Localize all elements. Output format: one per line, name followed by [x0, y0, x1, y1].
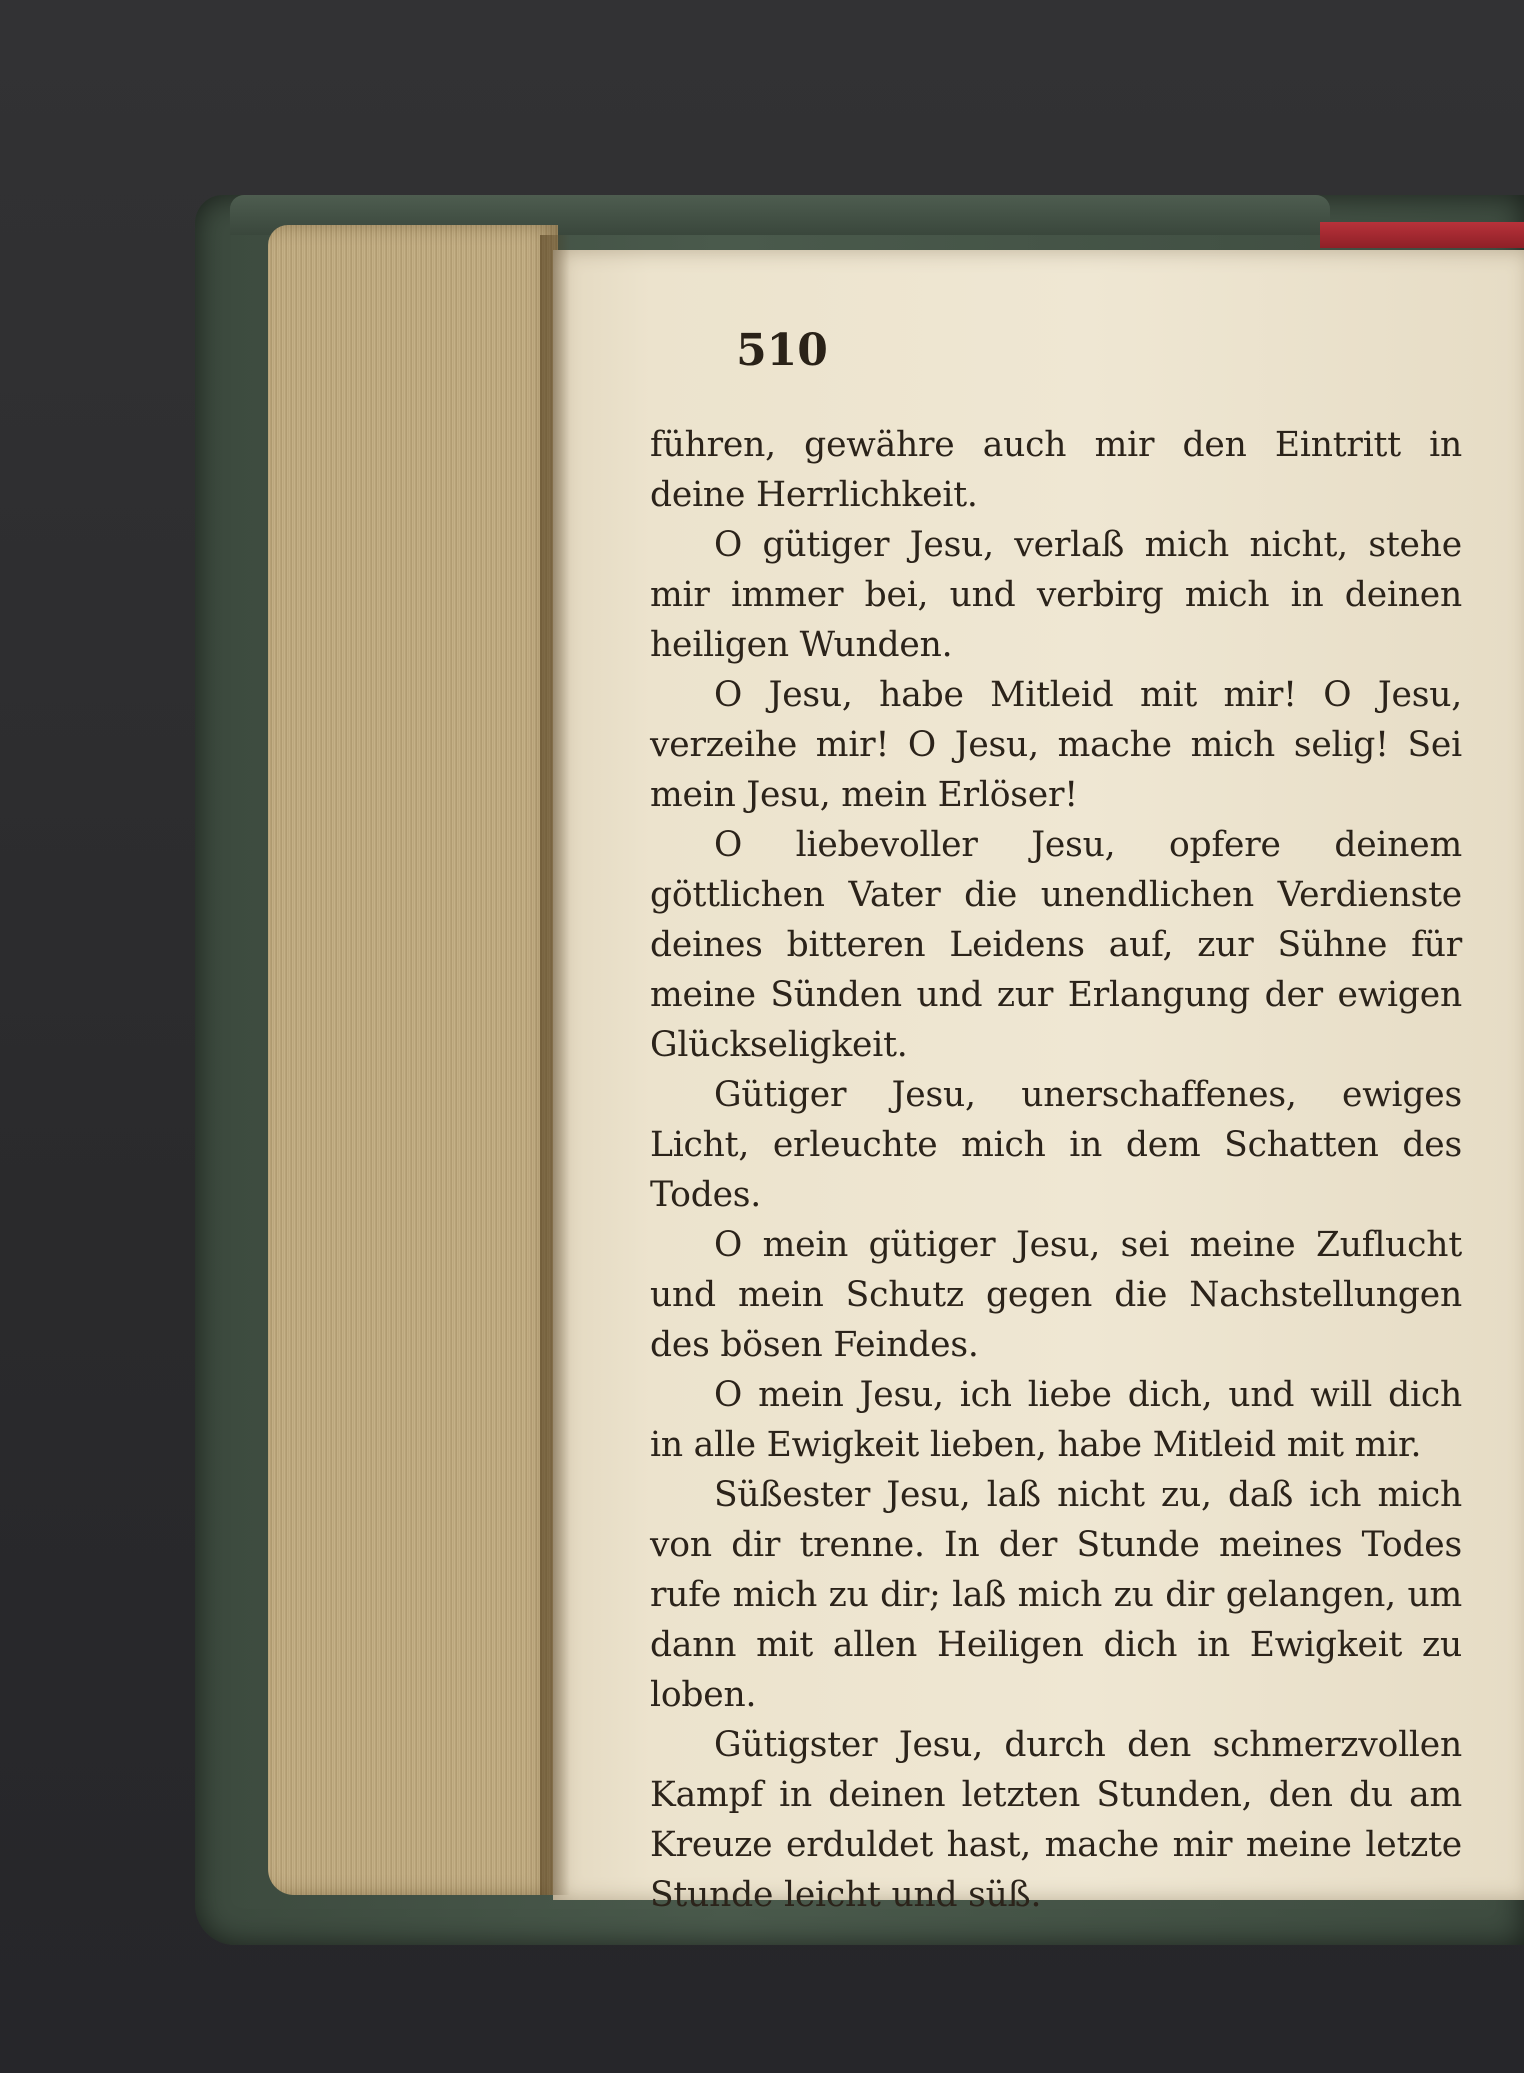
paragraph: Gütigster Jesu, durch den schmerzvollen Kampf in deinen letzten Stunden, den du am Kreuze erduldet hast, mache mir meine letzte Stunde leicht und süß.	[650, 1725, 1462, 1915]
paragraph: O mein gütiger Jesu, sei meine Zuflucht und mein Schutz gegen die Nachstellungen des bösen Feindes.	[650, 1225, 1462, 1365]
paragraph: Gütiger Jesu, unerschaffenes, ewiges Licht, erleuchte mich in dem Schatten des Todes.	[650, 1075, 1462, 1215]
paragraph: Süßester Jesu, laß nicht zu, daß ich mich von dir trenne. In der Stunde meines Todes rufe mich zu dir; laß mich zu dir gelangen, um dann mit allen Heiligen dich in Ewigkeit zu loben.	[650, 1475, 1462, 1715]
paragraph: führen, gewähre auch mir den Eintritt in deine Herrlichkeit.	[650, 425, 1462, 515]
paragraph: O mein Jesu, ich liebe dich, und will dich in alle Ewigkeit lieben, habe Mitleid mit mir.	[650, 1375, 1462, 1465]
page-text	[650, 420, 1462, 1920]
paragraph: O liebevoller Jesu, opfere deinem göttlichen Vater die unendlichen Verdienste deines bitteren Leidens auf, zur Sühne für meine Sünden und zur Erlangung der ewigen Glückseligkeit.	[650, 825, 1462, 1065]
paragraph: O gütiger Jesu, verlaß mich nicht, stehe mir immer bei, und verbirg mich in deinen heiligen Wunden.	[650, 525, 1462, 665]
paragraph: O Jesu, habe Mitleid mit mir! O Jesu, verzeihe mir! O Jesu, mache mich selig! Sei mein Jesu, mein Erlöser!	[650, 675, 1462, 815]
gutter-shadow	[540, 235, 570, 1895]
page-stack-edge	[268, 225, 558, 1895]
red-ribbon-edge	[1320, 222, 1524, 248]
page-number: 510	[736, 325, 828, 376]
